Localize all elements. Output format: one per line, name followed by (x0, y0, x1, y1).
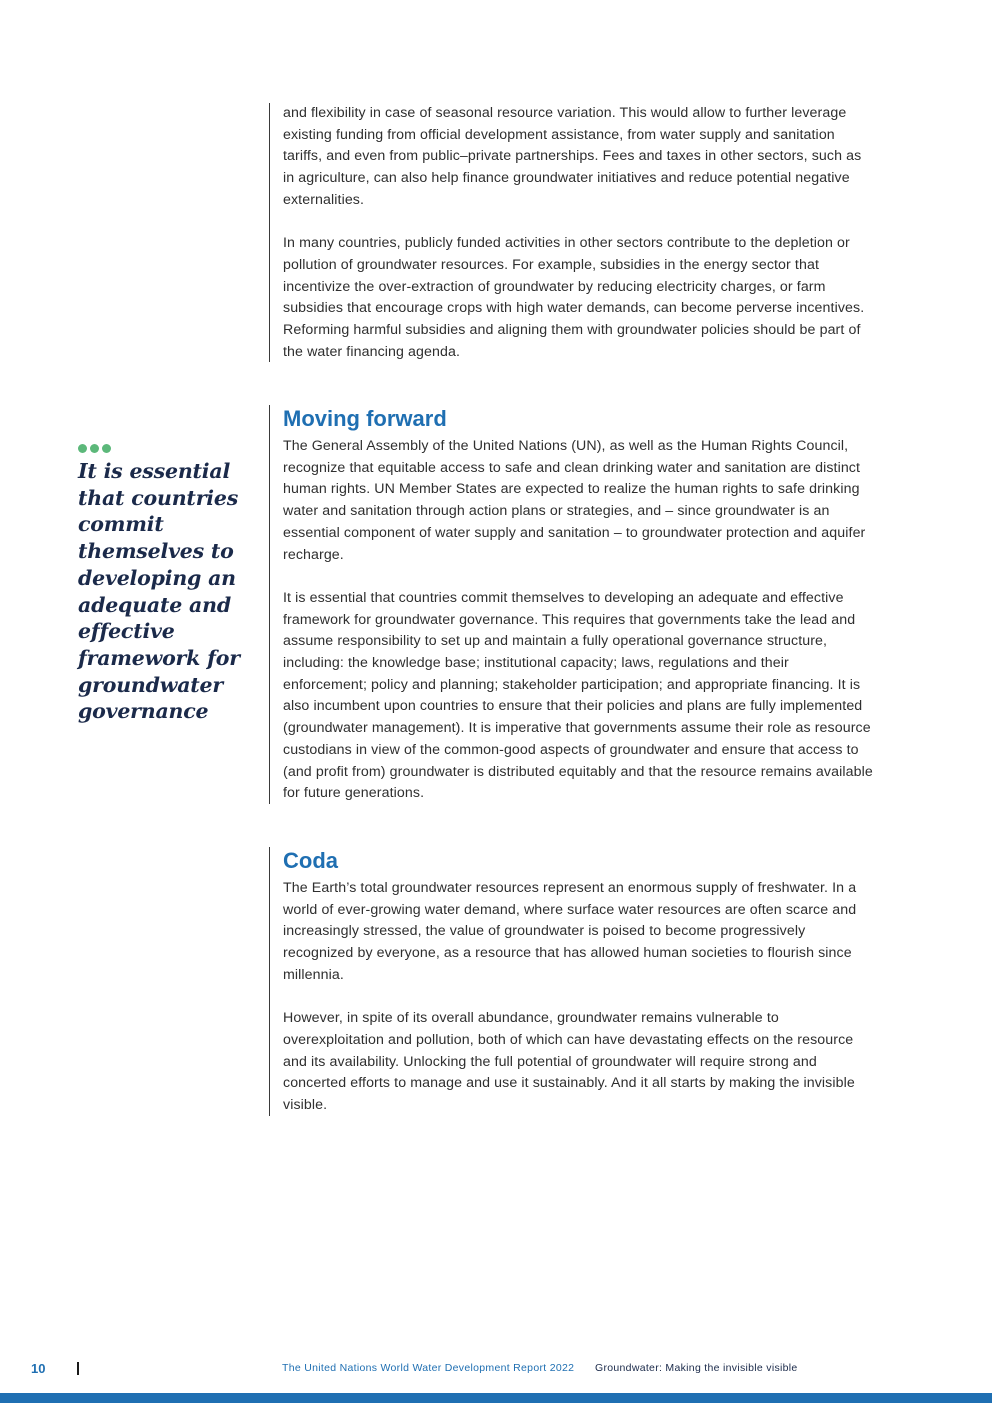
moving-forward-heading: Moving forward (283, 406, 447, 431)
pull-quote-dots-icon (78, 442, 253, 454)
intro-section (269, 103, 873, 362)
page-footer (0, 1358, 992, 1380)
coda-section (269, 847, 873, 1116)
bottom-color-bar (0, 1393, 992, 1403)
moving-forward-paragraph-1: The General Assembly of the United Nations (UN), as well as the Human Rights Council, recognize that equitable access to safe and clean drinking water and sanitation are distinct human rights. UN Member States are expected to realize the human rights to safe drinking water and sanitation through action plans or strategies, and – since groundwater is an essential component of water supply and sanitation – to groundwater protection and aquifer recharge. (283, 438, 866, 563)
moving-forward-paragraph-2: It is essential that countries commit themselves to developing an adequate and effective framework for groundwater governance. This requires that governments take the lead and assume responsibility to set up and maintain a fully operational governance structure, including: the knowledge base; institutional capacity; laws, regulations and their enforcement; policy and planning; stakeholder participation; and appropriate financing. It is also incumbent upon countries to ensure that their policies and plans are fully implemented (groundwater management). It is imperative that governments assume their role as resource custodians in view of the common-good aspects of groundwater and ensure that access to (and profit from) groundwater is distributed equitably and that the resource remains available for future generations. (283, 589, 873, 802)
page-number: 10 (31, 1361, 46, 1376)
coda-heading: Coda (283, 848, 338, 873)
dot-icon (78, 444, 87, 453)
intro-paragraph-2: In many countries, publicly funded activities in other sectors contribute to the depletion or pollution of groundwater resources. For example, subsidies in the energy sector that incentivize the over-extraction of groundwater by reducing electricity charges, or farm subsidies that encourage crops with high water demands, can become perverse incentives. Reforming harmful subsidies and aligning them with groundwater policies should be part of the water financing agenda. (283, 235, 865, 360)
report-name: The United Nations World Water Development Report 2022 (282, 1362, 575, 1374)
footer-divider (77, 1362, 79, 1375)
pull-quote (78, 442, 253, 725)
intro-paragraph-1: and flexibility in case of seasonal resource variation. This would allow to further leverage existing funding from official development assistance, from water supply and sanitation tariffs, and even from public–private partnerships. Fees and taxes in other sectors, such as in agriculture, can also help finance groundwater initiatives and reduce potential negative externalities. (283, 105, 862, 208)
moving-forward-section (269, 405, 873, 804)
coda-paragraph-2: However, in spite of its overall abundance, groundwater remains vulnerable to overexploitation and pollution, both of which can have devastating effects on the resource and its availability. Unlocking the full potential of groundwater will require strong and concerted efforts to manage and use it sustainably. And it all starts by making the invisible visible. (283, 1010, 855, 1114)
pull-quote-text: It is essential that countries commit themselves to developing an adequate and effective framework for groundwater governance (78, 459, 240, 724)
coda-paragraph-1: The Earth’s total groundwater resources represent an enormous supply of freshwater. In a world of ever-growing water demand, where surface water resources are often scarce and increasingly stressed, the value of groundwater is poised to become progressively recognized by everyone, as a resource that has allowed human societies to flourish since millennia. (283, 880, 857, 983)
dot-icon (90, 444, 99, 453)
dot-icon (102, 444, 111, 453)
report-subtitle: Groundwater: Making the invisible visible (595, 1362, 798, 1374)
